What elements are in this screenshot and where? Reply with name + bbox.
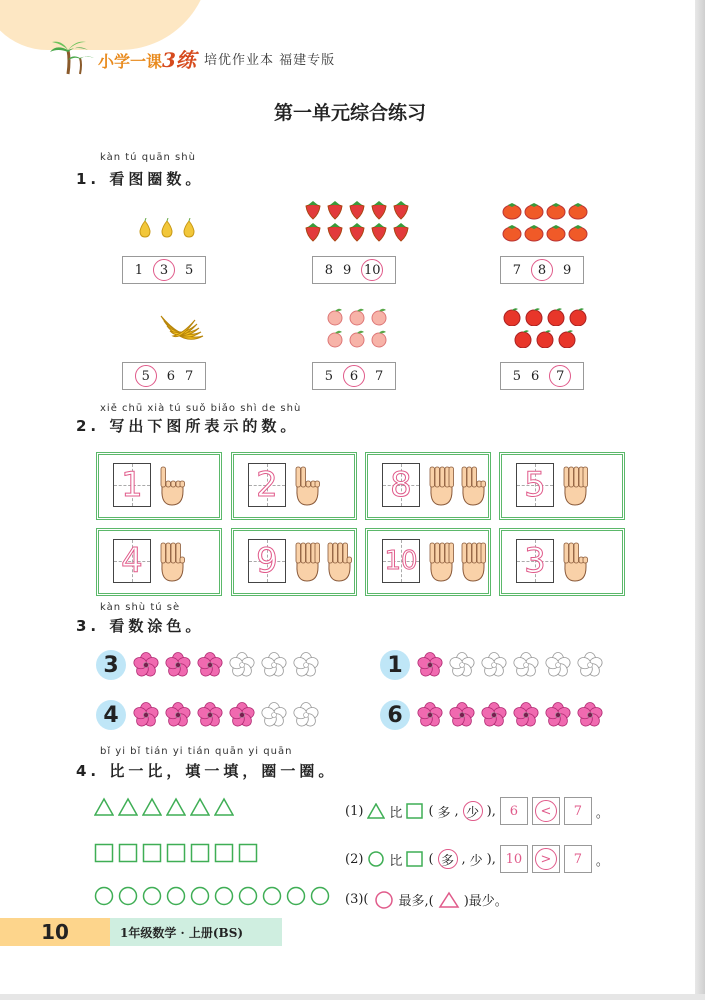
q4-line-1	[345, 797, 609, 825]
triangle-icon	[214, 797, 234, 817]
tian-grid-box[interactable]	[516, 539, 554, 583]
hands-group	[560, 465, 590, 507]
hand-2-fingers-icon	[292, 465, 322, 507]
banana-bunch-icon	[153, 306, 209, 352]
hands-group	[560, 541, 590, 583]
q1-pinyin: kàn tú quān shù	[100, 152, 196, 163]
apple-icon	[546, 306, 566, 326]
q4-line2-open: (	[428, 851, 434, 867]
q4-line1-op: <	[535, 800, 557, 822]
brand-title: 小学一课3练	[98, 47, 196, 72]
book-label: 1年级数学 · 上册(BS)	[110, 918, 282, 946]
q4-line1-sep: ,	[454, 803, 459, 819]
square-icon	[406, 803, 424, 819]
strawberry-icon	[369, 200, 389, 220]
hands-group	[426, 541, 488, 583]
square-icon	[94, 843, 114, 863]
q1-title: 1. 看图圈数。	[76, 170, 205, 188]
q4-line2-close: ),	[486, 851, 496, 867]
strawberry-icon	[391, 200, 411, 220]
circle-icon	[118, 886, 138, 906]
strawberry-icon	[347, 222, 367, 242]
q4-line1-answer-a[interactable]: 6	[500, 797, 528, 825]
q2-finger-card	[96, 452, 222, 520]
square-icon	[142, 843, 162, 863]
square-row	[94, 843, 258, 863]
flower-filled-icon[interactable]	[228, 702, 256, 728]
q1-fruit-group	[302, 200, 412, 242]
flower-outline-icon[interactable]	[292, 652, 320, 678]
q2-title: 2. 写出下图所表示的数。	[76, 417, 300, 435]
circle-row	[94, 886, 330, 906]
flower-outline-icon[interactable]	[292, 702, 320, 728]
q4-line3-least: )最少。	[463, 894, 508, 909]
circle-icon	[310, 886, 330, 906]
apple-icon	[524, 306, 544, 326]
q1-option[interactable]: 5	[512, 368, 521, 384]
flower-filled-icon[interactable]	[448, 702, 476, 728]
q3-number-bubble: 3	[96, 650, 126, 680]
hand-3-fingers-icon	[458, 465, 488, 507]
q2-finger-card	[499, 528, 625, 596]
q4-line1-close: ),	[486, 803, 496, 819]
hand-5-fingers-icon	[426, 541, 456, 583]
tomato-icon	[524, 222, 544, 242]
tomato-icon	[568, 222, 588, 242]
q1-option-circled[interactable]: 6	[343, 365, 365, 387]
q1-option-circled[interactable]: 3	[153, 259, 175, 281]
hand-4-fingers-icon	[157, 541, 187, 583]
pear-icon	[157, 218, 177, 238]
q1-option[interactable]: 9	[563, 262, 572, 278]
q1-option-circled[interactable]: 5	[135, 365, 157, 387]
q3-number-bubble: 6	[380, 700, 410, 730]
q2-pinyin: xiě chū xià tú suǒ biǎo shì de shù	[100, 403, 302, 414]
strawberry-icon	[325, 200, 345, 220]
q4-line1-compare[interactable]	[532, 797, 560, 825]
flower-outline-icon[interactable]	[448, 652, 476, 678]
tomato-icon	[568, 200, 588, 220]
q1-option-circled[interactable]: 8	[531, 259, 553, 281]
q2-answer-digit: 1	[121, 465, 143, 505]
q1-option[interactable]: 5	[324, 368, 333, 384]
q1-option[interactable]: 8	[324, 262, 333, 278]
circle-icon	[367, 851, 385, 867]
q4-line1-open: (	[428, 803, 434, 819]
q3-flower-row	[132, 702, 320, 728]
tian-grid-box[interactable]	[382, 463, 420, 507]
triangle-icon	[142, 797, 162, 817]
circle-icon	[262, 886, 282, 906]
hand-5-fingers-icon	[458, 541, 488, 583]
hand-3-fingers-icon	[560, 541, 590, 583]
circle-icon	[166, 886, 186, 906]
circle-icon	[142, 886, 162, 906]
q4-pinyin: bǐ yi bǐ tián yi tián quān yi quān	[100, 746, 293, 757]
hand-5-fingers-icon	[560, 465, 590, 507]
circle-answer-icon[interactable]	[373, 891, 395, 909]
q3-flower-row	[132, 652, 320, 678]
q2-answer-digit: 3	[524, 541, 546, 581]
q1-option[interactable]: 7	[512, 262, 521, 278]
peach-icon	[325, 328, 345, 348]
q1-fruit-group	[136, 306, 226, 352]
q1-option[interactable]: 7	[185, 368, 194, 384]
flower-outline-icon[interactable]	[480, 652, 508, 678]
apple-icon	[535, 328, 555, 348]
q4-line2-label: (2)	[345, 851, 364, 867]
q1-number-options	[122, 256, 206, 284]
q1-number-options	[122, 362, 206, 390]
flower-outline-icon[interactable]	[576, 652, 604, 678]
tomato-icon	[524, 200, 544, 220]
triangle-answer-icon[interactable]	[438, 891, 460, 909]
tian-grid-box[interactable]	[248, 539, 286, 583]
page-bottom-edge	[0, 994, 705, 1000]
q3-number-bubble: 1	[380, 650, 410, 680]
triangle-icon	[94, 797, 114, 817]
flower-outline-icon[interactable]	[228, 652, 256, 678]
tomato-icon	[502, 200, 522, 220]
strawberry-icon	[303, 200, 323, 220]
flower-filled-icon[interactable]	[416, 652, 444, 678]
apple-icon	[502, 306, 522, 326]
q2-answer-digit: 2	[256, 465, 278, 505]
apple-icon	[568, 306, 588, 326]
q1-option[interactable]: 1	[134, 262, 143, 278]
tomato-icon	[546, 200, 566, 220]
triangle-icon	[166, 797, 186, 817]
square-icon	[214, 843, 234, 863]
peach-icon	[347, 328, 367, 348]
q4-title: 4. 比一比，填一填，圈一圈。	[76, 762, 338, 780]
page-footer	[0, 918, 282, 946]
q2-finger-card	[231, 452, 357, 520]
hand-5-fingers-icon	[426, 465, 456, 507]
tomato-icon	[502, 222, 522, 242]
book-header	[48, 40, 335, 76]
flower-filled-icon[interactable]	[164, 702, 192, 728]
circle-icon	[286, 886, 306, 906]
flower-filled-icon[interactable]	[576, 702, 604, 728]
q4-line2-answer-a[interactable]: 10	[500, 845, 528, 873]
q2-answer-digit: 5	[524, 465, 546, 505]
square-icon	[190, 843, 210, 863]
apple-icon	[513, 328, 533, 348]
hand-5-fingers-icon	[292, 541, 322, 583]
flower-filled-icon[interactable]	[132, 702, 160, 728]
q2-answer-digit: 9	[256, 541, 278, 581]
square-icon	[238, 843, 258, 863]
peach-icon	[369, 306, 389, 326]
q3-number-bubble: 4	[96, 700, 126, 730]
hands-group	[292, 541, 354, 583]
q1-option[interactable]: 6	[531, 368, 540, 384]
q4-line2-bi: 比	[389, 853, 403, 869]
q1-option-circled[interactable]: 10	[361, 259, 383, 281]
hands-group	[292, 465, 322, 507]
square-icon	[118, 843, 138, 863]
flower-filled-icon[interactable]	[196, 652, 224, 678]
square-icon	[166, 843, 186, 863]
q1-option[interactable]: 7	[375, 368, 384, 384]
q4-line3-most: 最多,(	[398, 894, 434, 909]
tomato-icon	[546, 222, 566, 242]
pear-icon	[135, 218, 155, 238]
triangle-row	[94, 797, 234, 817]
q4-line2-answer-b[interactable]: 7	[564, 845, 592, 873]
q4-line1-bi: 比	[389, 805, 403, 821]
peach-icon	[325, 306, 345, 326]
q4-line1-answer-b[interactable]: 7	[564, 797, 592, 825]
peach-icon	[347, 306, 367, 326]
q4-line2-opt1-circled[interactable]: 多	[438, 849, 458, 869]
q1-option[interactable]: 6	[166, 368, 175, 384]
q4-line2-opt2: 少	[469, 853, 483, 869]
q2-finger-card	[499, 452, 625, 520]
peach-icon	[369, 328, 389, 348]
q4-line1-opt2-circled[interactable]: 少	[463, 801, 483, 821]
q1-number-options	[500, 256, 584, 284]
triangle-icon	[367, 803, 385, 819]
q4-line-3	[345, 890, 508, 909]
strawberry-icon	[391, 222, 411, 242]
q2-answer-digit: 10	[384, 546, 418, 576]
triangle-icon	[190, 797, 210, 817]
q1-fruit-group	[501, 200, 589, 242]
q4-line2-end: 。	[595, 853, 609, 869]
hands-group	[426, 465, 488, 507]
q4-line1-end: 。	[595, 805, 609, 821]
flower-filled-icon[interactable]	[416, 702, 444, 728]
q3-flower-row	[416, 702, 604, 728]
circle-icon	[214, 886, 234, 906]
hand-4-fingers-icon	[324, 541, 354, 583]
square-icon	[406, 851, 424, 867]
q2-answer-digit: 4	[121, 541, 143, 581]
q4-line2-op: >	[535, 848, 557, 870]
q2-finger-card	[365, 452, 491, 520]
q4-line1-opt1: 多	[437, 805, 451, 821]
book-subtitle: 培优作业本 福建专版	[203, 52, 336, 68]
page-number: 10	[0, 918, 110, 946]
strawberry-icon	[347, 200, 367, 220]
q1-fruit-group	[501, 306, 589, 348]
q2-finger-card	[365, 528, 491, 596]
flower-outline-icon[interactable]	[512, 652, 540, 678]
q1-fruit-group	[324, 306, 390, 348]
circle-icon	[238, 886, 258, 906]
flower-filled-icon[interactable]	[480, 702, 508, 728]
q3-pinyin: kàn shù tú sè	[100, 602, 181, 613]
triangle-icon	[118, 797, 138, 817]
page-edge	[695, 0, 705, 1000]
flower-filled-icon[interactable]	[196, 702, 224, 728]
q4-line-2	[345, 845, 609, 873]
q1-option[interactable]: 9	[343, 262, 352, 278]
strawberry-icon	[303, 222, 323, 242]
q1-fruit-group	[134, 218, 200, 238]
hands-group	[157, 465, 187, 507]
q4-line2-compare[interactable]	[532, 845, 560, 873]
tian-grid-box[interactable]	[382, 539, 420, 583]
q2-answer-digit: 8	[390, 465, 412, 505]
pear-icon	[179, 218, 199, 238]
tian-grid-box[interactable]	[113, 463, 151, 507]
flower-filled-icon[interactable]	[132, 652, 160, 678]
circle-icon	[94, 886, 114, 906]
flower-filled-icon[interactable]	[544, 702, 572, 728]
tian-grid-box[interactable]	[516, 463, 554, 507]
tian-grid-box[interactable]	[248, 463, 286, 507]
q1-number-options	[312, 362, 396, 390]
strawberry-icon	[369, 222, 389, 242]
flower-outline-icon[interactable]	[544, 652, 572, 678]
q1-option-circled[interactable]: 7	[549, 365, 571, 387]
q4-line2-sep: ,	[461, 851, 466, 867]
q3-title: 3. 看数涂色。	[76, 617, 205, 635]
hands-group	[157, 541, 187, 583]
q2-finger-card	[231, 528, 357, 596]
strawberry-icon	[325, 222, 345, 242]
q1-number-options	[312, 256, 396, 284]
q4-line1-label: (1)	[345, 803, 364, 819]
q1-number-options	[500, 362, 584, 390]
tian-grid-box[interactable]	[113, 539, 151, 583]
palm-tree-icon	[48, 40, 96, 76]
flower-filled-icon[interactable]	[512, 702, 540, 728]
q4-line3-label: (3)(	[345, 892, 369, 907]
flower-outline-icon[interactable]	[260, 652, 288, 678]
apple-icon	[557, 328, 577, 348]
flower-filled-icon[interactable]	[164, 652, 192, 678]
flower-outline-icon[interactable]	[260, 702, 288, 728]
hand-1-fingers-icon	[157, 465, 187, 507]
circle-icon	[190, 886, 210, 906]
q2-finger-card	[96, 528, 222, 596]
page-title: 第一单元综合练习	[273, 102, 426, 124]
q3-flower-row	[416, 652, 604, 678]
q1-option[interactable]: 5	[185, 262, 194, 278]
